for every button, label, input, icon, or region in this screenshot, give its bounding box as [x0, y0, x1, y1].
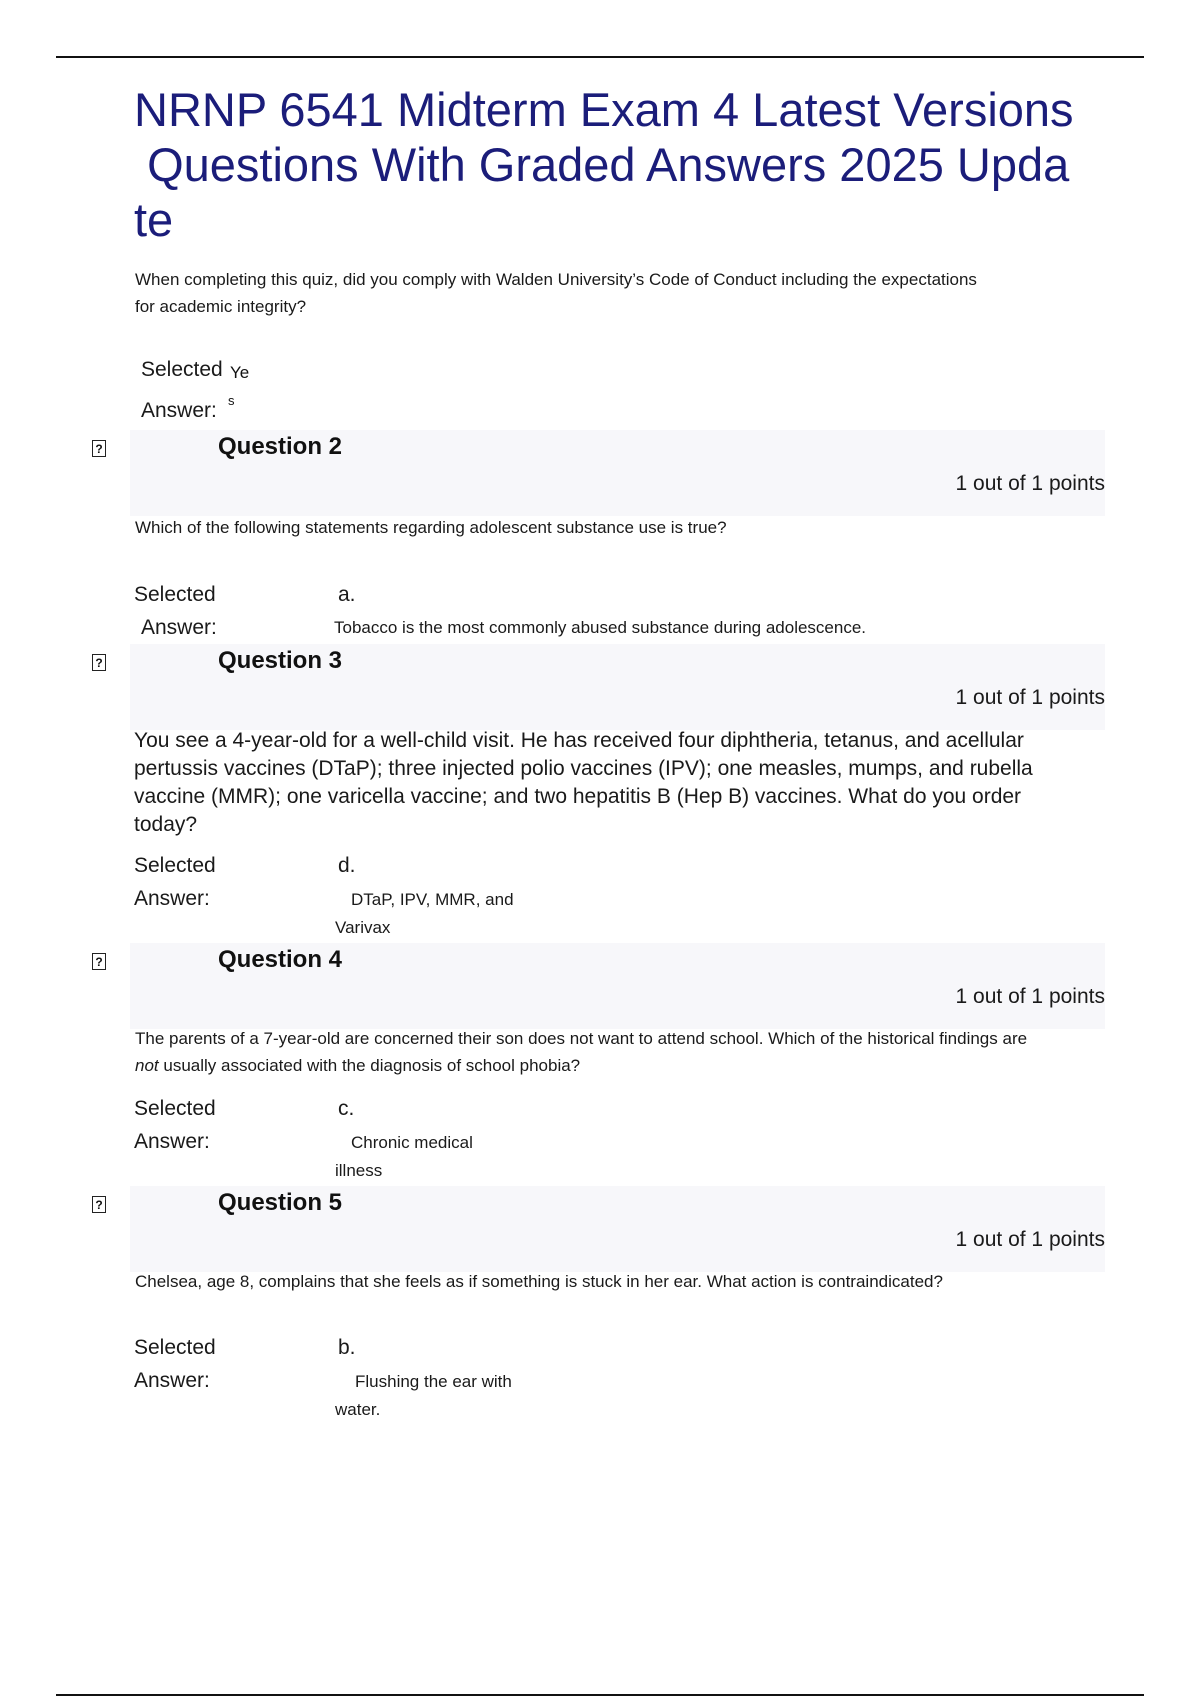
question-5-text: Chelsea, age 8, complains that she feels as if something is stuck in her ear. What action is contraindicated? — [135, 1272, 943, 1291]
question-3-text: You see a 4-year-old for a well-child visit. He has received four diphtheria, tetanus, and acellular pertussis vaccines (DTaP); three injected polio vaccines (IPV); one measles, mumps, and rubella vaccine (MMR); one varicella vaccine; and two hepatitis B (Hep B) vaccines. What do you order today? — [134, 729, 1033, 836]
question-5-title: Question 5 — [218, 1189, 343, 1216]
question-4-answer-letter: c. — [338, 1097, 355, 1120]
question-3-points: 1 out of 1 points — [955, 686, 1105, 709]
intro-question-text: When completing this quiz, did you comply with Walden University’s Code of Conduct including the expectations for academic integrity? — [135, 270, 977, 316]
missing-glyph-icon: ? — [92, 440, 106, 457]
question-2-answer-text: Tobacco is the most commonly abused substance during adolescence. — [334, 618, 867, 637]
question-4-points: 1 out of 1 points — [955, 985, 1105, 1008]
question-5-points: 1 out of 1 points — [955, 1228, 1105, 1251]
question-2-text: Which of the following statements regarding adolescent substance use is true? — [135, 518, 727, 537]
question-4-text-emphasis: not — [135, 1056, 159, 1075]
question-2-answer-label: Answer: — [141, 616, 217, 639]
question-2-answer-letter: a. — [338, 583, 356, 606]
question-4-text — [135, 1025, 1035, 1079]
question-2-selected-label: Selected — [134, 583, 216, 606]
top-rule — [56, 56, 1144, 58]
question-4-title: Question 4 — [218, 946, 343, 973]
question-5-answer-line1: Flushing the ear with — [355, 1372, 512, 1391]
question-3-answer-line1: DTaP, IPV, MMR, and — [351, 890, 514, 909]
question-4-selected-label: Selected — [134, 1097, 216, 1120]
question-4-answer-line2: illness — [335, 1161, 383, 1180]
question-4-text-part2: usually associated with the diagnosis of school phobia? — [158, 1056, 581, 1075]
intro-answer-part2: s — [228, 393, 235, 408]
intro-selected-label: Selected — [141, 358, 223, 381]
bottom-rule — [56, 1694, 1144, 1696]
question-2-title: Question 2 — [218, 433, 343, 460]
intro-answer-label: Answer: — [141, 399, 217, 422]
missing-glyph-icon: ? — [92, 1196, 106, 1213]
question-3-selected-label: Selected — [134, 854, 216, 877]
question-4-answer-label: Answer: — [134, 1130, 210, 1153]
missing-glyph-icon: ? — [92, 953, 106, 970]
question-2-points: 1 out of 1 points — [955, 472, 1105, 495]
question-3-title: Question 3 — [218, 647, 343, 674]
question-5-answer-line2: water. — [335, 1400, 381, 1419]
question-5-selected-label: Selected — [134, 1336, 216, 1359]
document-title: NRNP 6541 Midterm Exam 4 Latest Versions Questions With Graded Answers 2025 Upda te — [134, 83, 1074, 246]
question-3-answer-line2: Varivax — [335, 918, 391, 937]
question-4-text-part1: The parents of a 7-year-old are concerned their son does not want to attend school. Which of the historical findings are — [135, 1029, 1028, 1048]
question-5-answer-letter: b. — [338, 1336, 356, 1359]
question-4-answer-line1: Chronic medical — [351, 1133, 473, 1152]
question-3-answer-label: Answer: — [134, 887, 210, 910]
missing-glyph-icon: ? — [92, 654, 106, 671]
question-3-answer-letter: d. — [338, 854, 356, 877]
intro-answer-part1: Ye — [230, 363, 250, 382]
question-5-answer-label: Answer: — [134, 1369, 210, 1392]
